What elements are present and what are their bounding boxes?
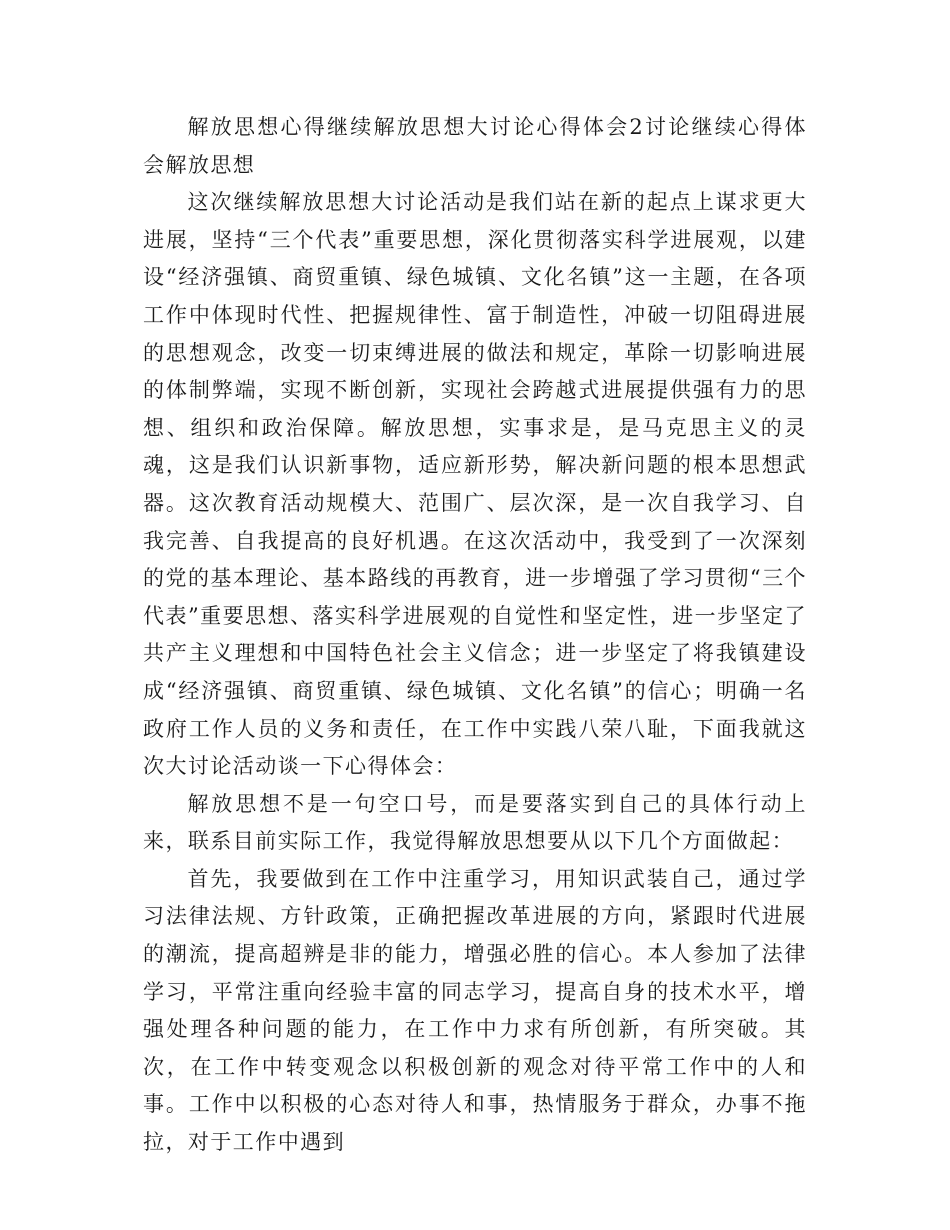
paragraph-1: 这次继续解放思想大讨论活动是我们站在新的起点上谋求更大进展，坚持“三个代表”重要思想，深化贯彻落实科学进展观，以建设“经济强镇、商贸重镇、绿色城镇、文化名镇”这一主题，在各项工作中体现时代性、把握规律性、富于制造性，冲破一切阻碍进展的思想观念，改变一切束缚进展的做法和规定，革除一切影响进展的体制弊端，实现不断创新，实现社会跨越式进展提供强有力的思想、组织和政治保障。解放思想，实事求是，是马克思主义的灵魂，这是我们认识新事物，适应新形势，解决新问题的根本思想武器。这次教育活动规模大、范围广、层次深，是一次自我学习、自我完善、自我提高的良好机遇。在这次活动中，我受到了一次深刻的党的基本理论、基本路线的再教育，进一步增强了学习贯彻“三个代表”重要思想、落实科学进展观的自觉性和坚定性，进一步坚定了共产主义理想和中国特色社会主义信念；进一步坚定了将我镇建设成“经济强镇、商贸重镇、绿色城镇、文化名镇”的信心；明确一名政府工作人员的义务和责任，在工作中实践八荣八耻，下面我就这次大讨论活动谈一下心得体会： — [143, 190, 807, 779]
document-title: 解放思想心得继续解放思想大讨论心得体会2讨论继续心得体会解放思想 — [143, 115, 807, 177]
document-page — [143, 109, 807, 1162]
paragraph-3: 首先，我要做到在工作中注重学习，用知识武装自己，通过学习法律法规、方针政策，正确把握改革进展的方向，紧跟时代进展的潮流，提高超辨是非的能力，增强必胜的信心。本人参加了法律学习，平常注重向经验丰富的同志学习，提高自身的技术水平，增强处理各种问题的能力，在工作中力求有所创新，有所突破。其次，在工作中转变观念以积极创新的观念对待平常工作中的人和事。工作中以积极的心态对待人和事，热情服务于群众，办事不拖拉，对于工作中遇到 — [143, 866, 807, 1155]
paragraph-2: 解放思想不是一句空口号，而是要落实到自己的具体行动上来，联系目前实际工作，我觉得解放思想要从以下几个方面做起： — [143, 791, 807, 854]
